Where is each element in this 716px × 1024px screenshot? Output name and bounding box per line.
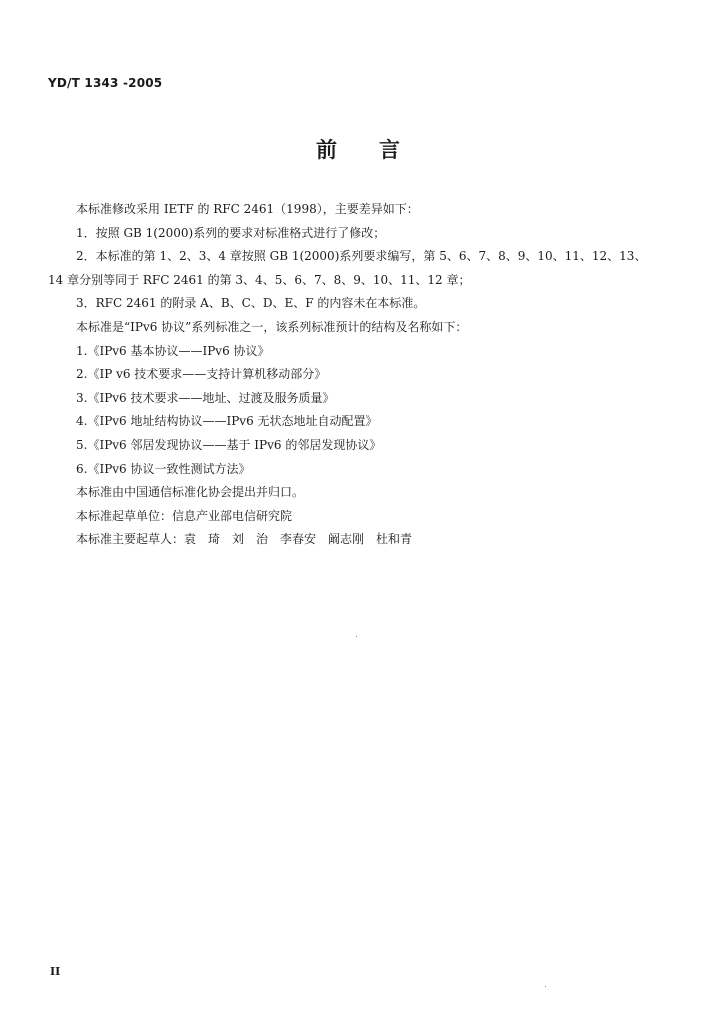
document-body [48,198,670,552]
difference-item-2-continued: 14 章分别等同于 RFC 2461 的第 3、4、5、6、7、8、9、10、11、12 章； [48,272,471,287]
drafting-unit-paragraph: 本标准起草单位：信息产业部电信研究院 [76,508,293,523]
series-item-3: 3.《IPv6 技术要求——地址、过渡及服务质量》 [76,390,335,405]
series-item-4: 4.《IPv6 地址结构协议——IPv6 无状态地址自动配置》 [76,414,378,429]
page-number: II [50,965,61,978]
difference-item-1: 1．按照 GB 1(2000)系列的要求对标准格式进行了修改； [76,225,386,240]
difference-item-3: 3．RFC 2461 的附录 A、B、C、D、E、F 的内容未在本标准。 [76,296,426,311]
series-item-2: 2.《IP v6 技术要求——支持计算机移动部分》 [76,367,327,382]
proposer-paragraph: 本标准由中国通信标准化协会提出并归口。 [76,485,305,500]
difference-item-2: 2．本标准的第 1、2、3、4 章按照 GB 1(2000)系列要求编写，第 5、6、7、8、9、10、11、12、13、 [76,249,647,264]
scan-speck [356,636,357,637]
drafters-paragraph: 本标准主要起草人：袁 琦 刘 治 李春安 阚志刚 杜和青 [76,532,413,547]
series-item-6: 6.《IPv6 协议一致性测试方法》 [76,461,251,476]
scan-speck [545,986,546,987]
series-item-5: 5.《IPv6 邻居发现协议——基于 IPv6 的邻居发现协议》 [76,437,382,452]
page-title: 前 言 [316,137,400,162]
series-item-1: 1.《IPv6 基本协议——IPv6 协议》 [76,343,270,358]
standard-code: YD/T 1343 -2005 [48,76,163,90]
intro-paragraph: 本标准修改采用 IETF 的 RFC 2461（1998），主要差异如下： [76,202,419,216]
series-intro-paragraph: 本标准是“IPv6 协议”系列标准之一，该系列标准预计的结构及名称如下： [76,319,468,334]
